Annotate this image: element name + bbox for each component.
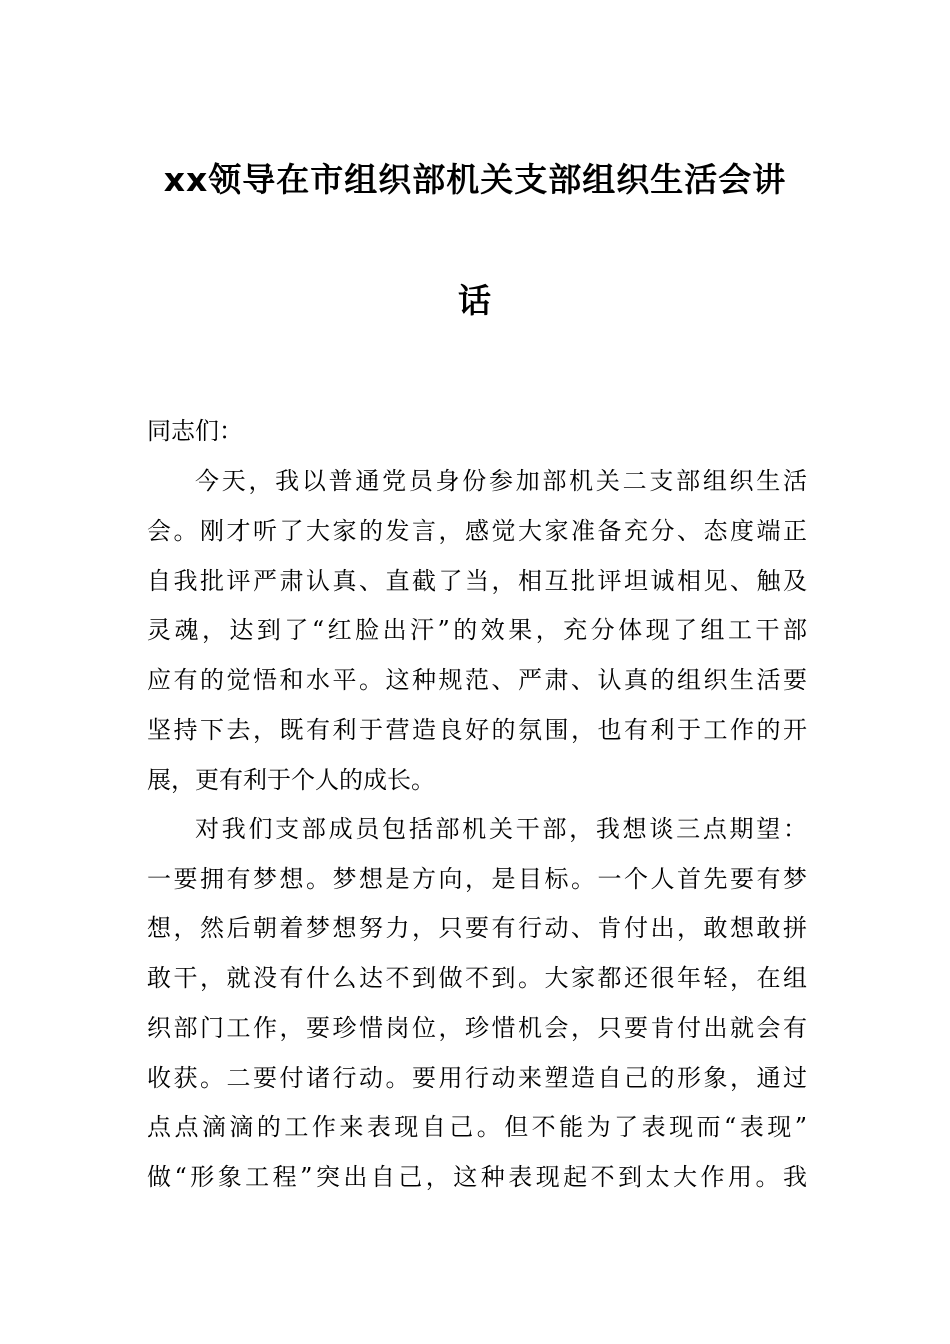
paragraph-2-line: 织部门工作，要珍惜岗位，珍惜机会，只要肯付出就会有 <box>147 1014 807 1042</box>
paragraph-1-line: 灵魂，达到了“红脸出汗”的效果，充分体现了组工干部 <box>147 616 807 644</box>
paragraph-2-line: 收获。二要付诸行动。要用行动来塑造自己的形象，通过 <box>147 1064 807 1092</box>
paragraph-1-line: 今天，我以普通党员身份参加部机关二支部组织生活 <box>195 467 807 495</box>
paragraph-1-line: 会。刚才听了大家的发言，感觉大家准备充分、态度端正 <box>147 517 807 545</box>
document-title-line-2: 话 <box>458 281 492 320</box>
paragraph-2-line: 敢干，就没有什么达不到做不到。大家都还很年轻，在组 <box>147 964 807 992</box>
document-title-line-1: xx领导在市组织部机关支部组织生活会讲 <box>163 160 787 199</box>
paragraph-1-line: 展，更有利于个人的成长。 <box>147 766 435 794</box>
paragraph-2-line: 点点滴滴的工作来表现自己。但不能为了表现而“表现” <box>147 1113 807 1141</box>
paragraph-2-line: 一要拥有梦想。梦想是方向，是目标。一个人首先要有梦 <box>147 865 807 893</box>
paragraph-1-line: 自我批评严肃认真、直截了当，相互批评坦诚相见、触及 <box>147 567 807 595</box>
paragraph-1-line: 坚持下去，既有利于营造良好的氛围，也有利于工作的开 <box>147 716 807 744</box>
paragraph-2-line: 做“形象工程”突出自己，这种表现起不到太大作用。我 <box>147 1163 807 1191</box>
salutation: 同志们： <box>147 417 243 445</box>
paragraph-1-line: 应有的觉悟和水平。这种规范、严肃、认真的组织生活要 <box>147 666 807 694</box>
paragraph-2-line: 对我们支部成员包括部机关干部，我想谈三点期望： <box>195 815 807 843</box>
paragraph-2-line: 想，然后朝着梦想努力，只要有行动、肯付出，敢想敢拼 <box>147 914 807 942</box>
